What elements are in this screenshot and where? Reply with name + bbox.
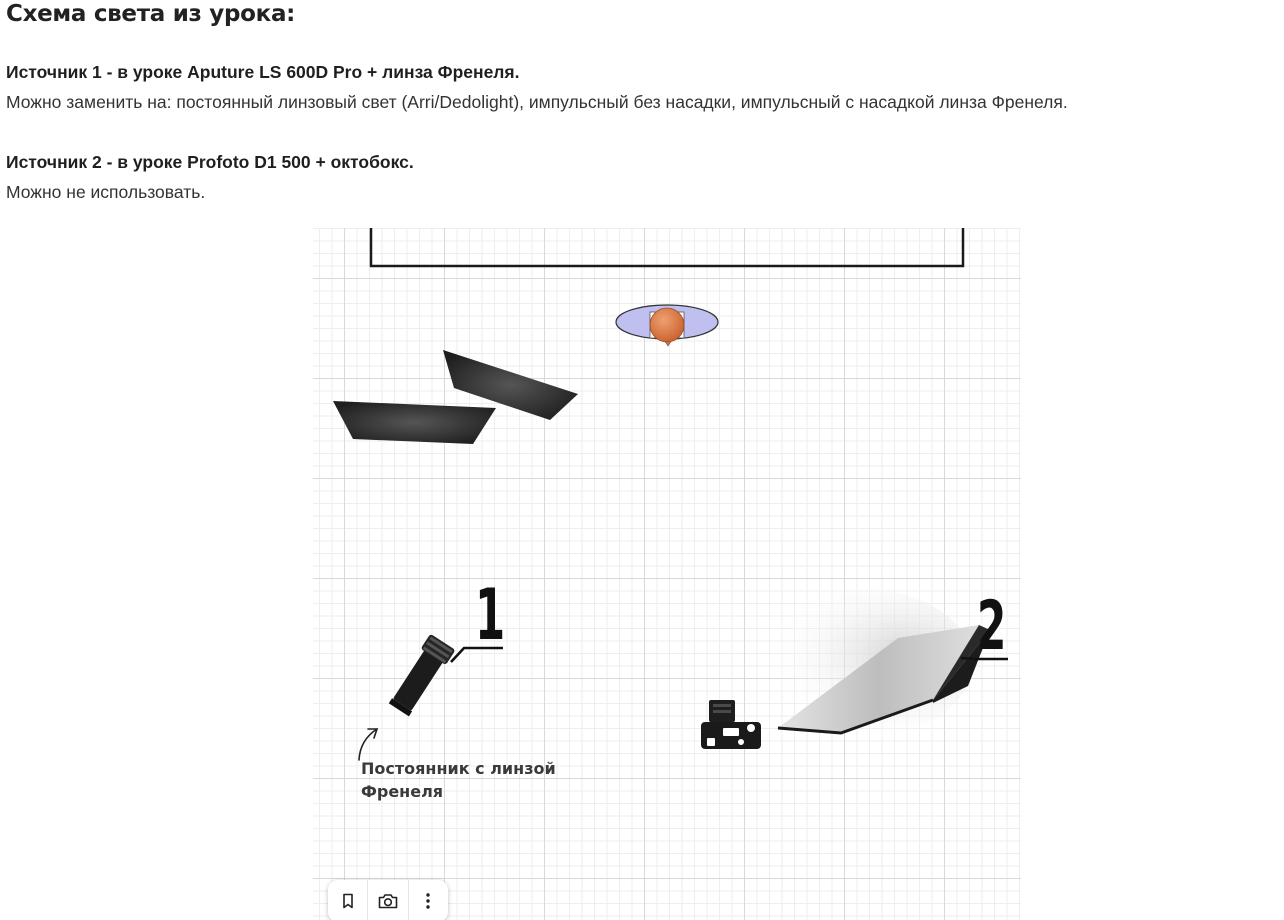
caption-arrow-icon [359,729,377,760]
page-heading: Схема света из урока: [6,1,296,27]
bookmark-button[interactable] [328,880,368,920]
fresnel-caption [361,757,556,803]
light-1-number: 1 [475,574,506,656]
light-2-number: 2 [977,587,1007,666]
camera-icon [377,892,399,910]
fresnel-light-icon [386,634,455,718]
lighting-scheme-drawing [313,228,1021,920]
more-options-button[interactable] [409,880,448,920]
source-1-note: Можно заменить на: постоянный линзовый свет (Arri/Dedolight), импульсный без насадки, импульсный с насадкой линза Френеля. [6,92,1068,112]
source-1-title: Источник 1 - в уроке Aputure LS 600D Pro + линза Френеля. [6,62,520,82]
black-flag-lower-icon [333,401,496,444]
fresnel-caption-line-2: Френеля [361,782,444,801]
bookmark-icon [339,892,357,910]
subject-icon [616,305,718,346]
screenshot-button[interactable] [368,880,408,920]
image-toolbar [328,880,448,920]
source-2-title: Источник 2 - в уроке Profoto D1 500 + октобокс. [6,152,414,172]
lighting-diagram [313,228,1021,920]
backdrop-outline [371,228,963,266]
source-2-note: Можно не использовать. [6,182,206,202]
fresnel-caption-line-1: Постоянник с линзой [361,759,556,778]
more-vertical-icon [425,892,431,910]
camera-position-icon [701,700,761,749]
